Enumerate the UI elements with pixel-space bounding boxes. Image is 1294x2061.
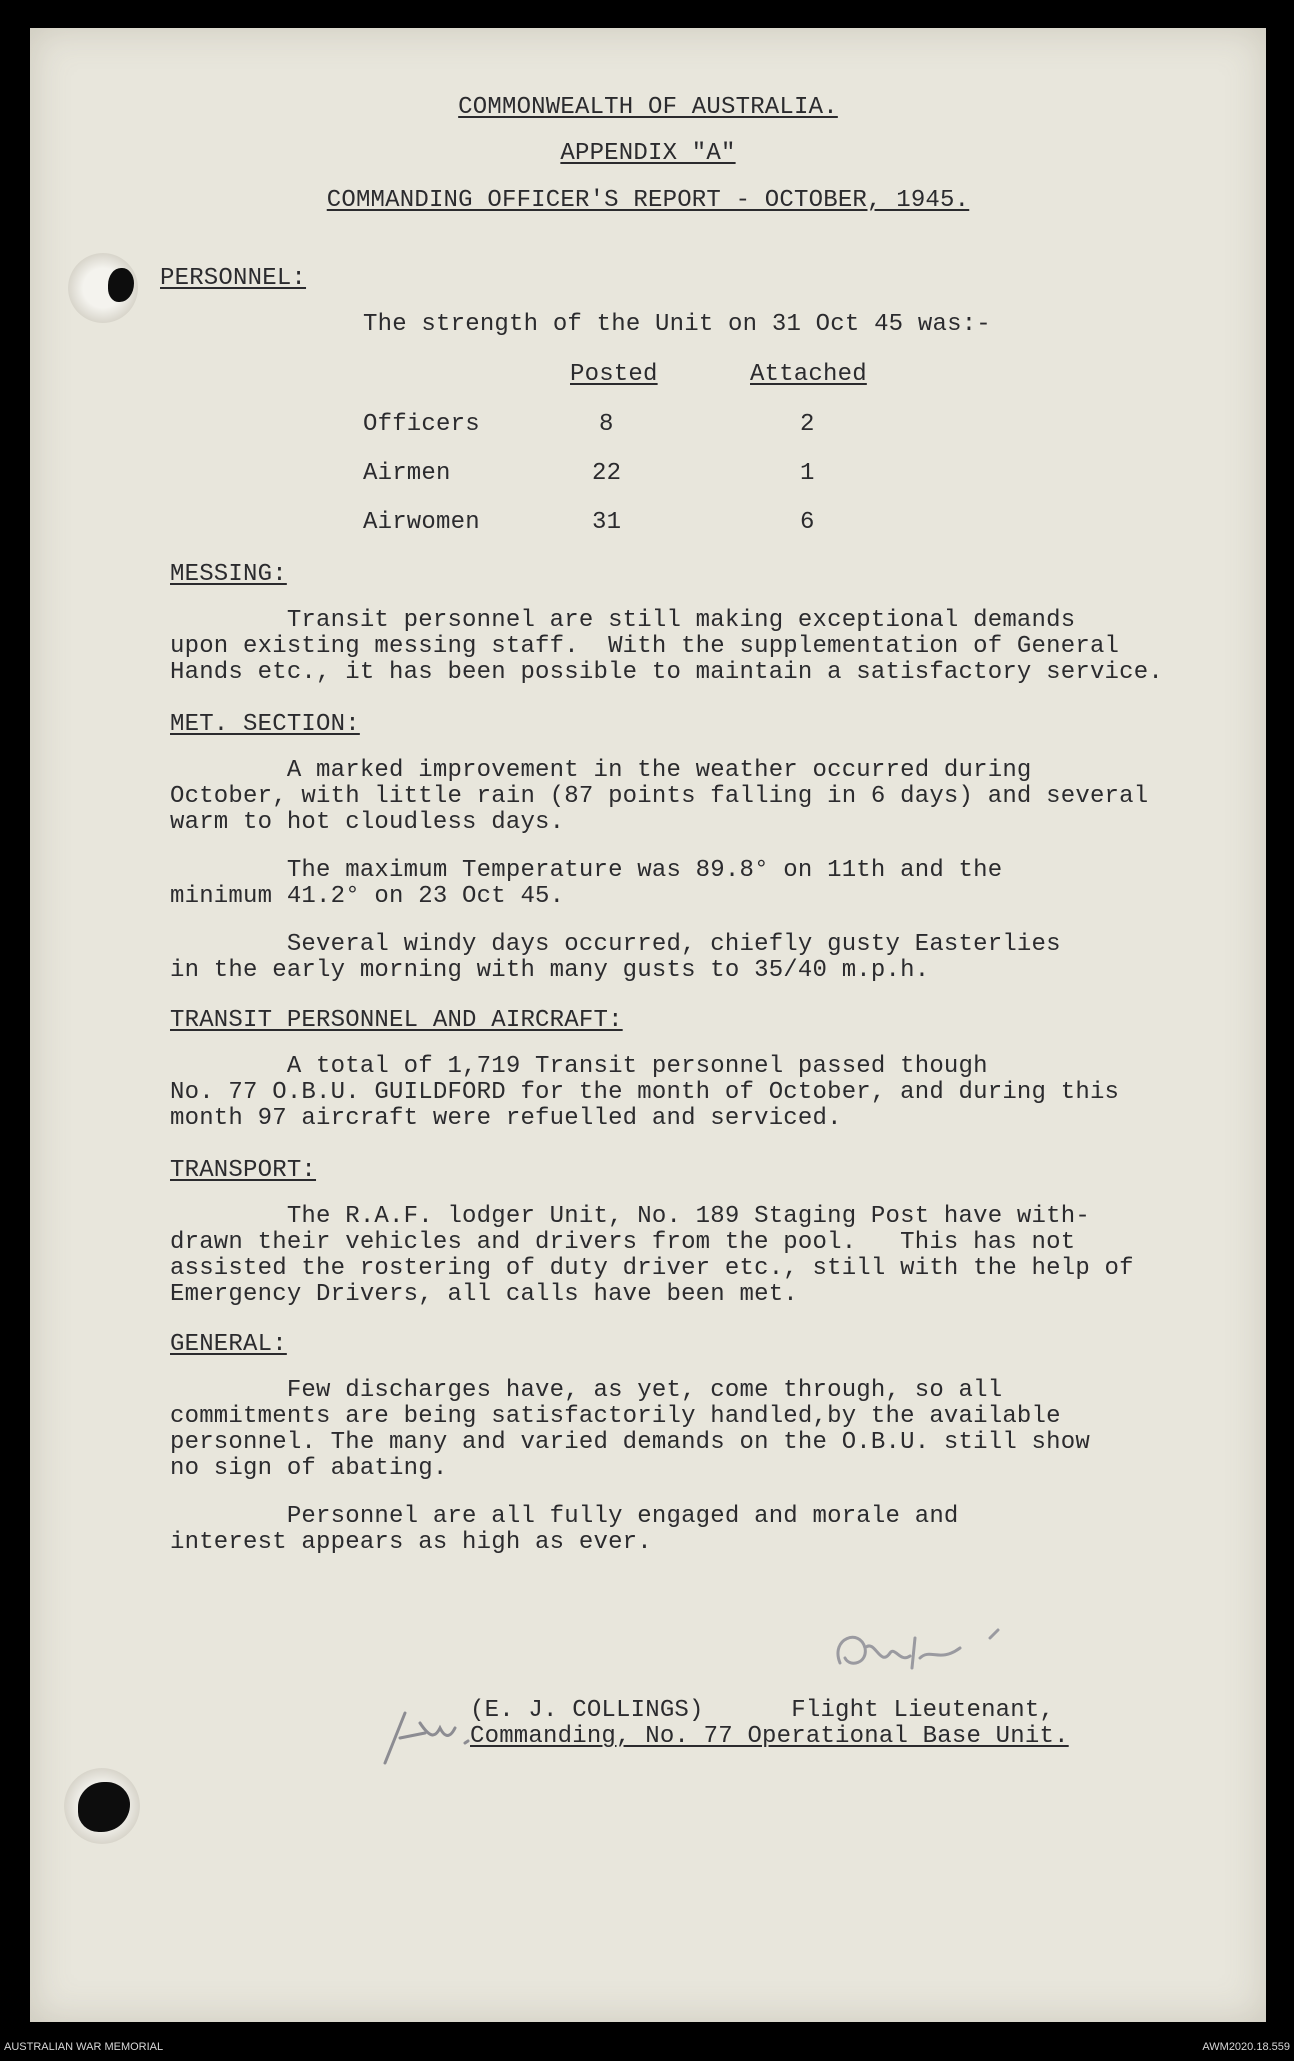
row-officers-posted: 8 bbox=[599, 411, 614, 438]
header-line-2: APPENDIX "A" bbox=[560, 140, 736, 167]
signature-name-line: (E. J. COLLINGS) Flight Lieutenant, bbox=[470, 1697, 1055, 1724]
met-p3-line-2: in the early morning with many gusts to 35/40 m.p.h. bbox=[170, 957, 930, 984]
transport-heading: TRANSPORT: bbox=[170, 1157, 317, 1184]
general-heading: GENERAL: bbox=[170, 1331, 287, 1358]
row-airmen-posted: 22 bbox=[592, 460, 622, 487]
header-line-1: COMMONWEALTH OF AUSTRALIA. bbox=[458, 94, 838, 121]
general-p1-line-1: Few discharges have, as yet, come through, so all bbox=[170, 1377, 1003, 1404]
row-officers-label: Officers bbox=[363, 411, 480, 438]
personnel-intro: The strength of the Unit on 31 Oct 45 was:- bbox=[363, 311, 991, 338]
transit-line-1: A total of 1,719 Transit personnel passed though bbox=[170, 1053, 988, 1080]
transit-line-3: month 97 aircraft were refuelled and serviced. bbox=[170, 1105, 842, 1132]
row-airmen-attached: 1 bbox=[800, 460, 815, 487]
transport-line-4: Emergency Drivers, all calls have been met. bbox=[170, 1281, 798, 1308]
general-p2-line-1: Personnel are all fully engaged and morale and bbox=[170, 1503, 959, 1530]
row-officers-attached: 2 bbox=[800, 411, 815, 438]
row-airmen-label: Airmen bbox=[363, 460, 451, 487]
general-p2-line-2: interest appears as high as ever. bbox=[170, 1529, 652, 1556]
general-p1-line-2: commitments are being satisfactorily handled,by the available bbox=[170, 1403, 1061, 1430]
col-posted: Posted bbox=[570, 361, 658, 388]
document-page bbox=[30, 28, 1266, 2022]
header-line-3: COMMANDING OFFICER'S REPORT - OCTOBER, 1945. bbox=[326, 187, 970, 214]
messing-line-1: Transit personnel are still making exceptional demands bbox=[170, 607, 1076, 634]
row-airwomen-label: Airwomen bbox=[363, 509, 480, 536]
met-p1-line-2: October, with little rain (87 points falling in 6 days) and several bbox=[170, 783, 1149, 810]
transit-heading: TRANSIT PERSONNEL AND AIRCRAFT: bbox=[170, 1007, 623, 1034]
transport-line-3: assisted the rostering of duty driver etc., still with the help of bbox=[170, 1255, 1134, 1282]
met-p2-line-2: minimum 41.2° on 23 Oct 45. bbox=[170, 883, 565, 910]
met-heading: MET. SECTION: bbox=[170, 711, 360, 738]
col-attached: Attached bbox=[750, 361, 867, 388]
general-p1-line-3: personnel. The many and varied demands on the O.B.U. still show bbox=[170, 1429, 1090, 1456]
messing-line-2: upon existing messing staff. With the supplementation of General bbox=[170, 633, 1120, 660]
transport-line-1: The R.A.F. lodger Unit, No. 189 Staging Post have with- bbox=[170, 1203, 1090, 1230]
met-p1-line-3: warm to hot cloudless days. bbox=[170, 809, 565, 836]
row-airwomen-posted: 31 bbox=[592, 509, 622, 536]
signature-role-line: Commanding, No. 77 Operational Base Unit. bbox=[470, 1723, 1069, 1750]
footer-source: AUSTRALIAN WAR MEMORIAL bbox=[4, 2041, 164, 2053]
transport-line-2: drawn their vehicles and drivers from the pool. This has not bbox=[170, 1229, 1076, 1256]
transit-line-2: No. 77 O.B.U. GUILDFORD for the month of October, and during this bbox=[170, 1079, 1120, 1106]
footer-accession: AWM2020.18.559 bbox=[1202, 2041, 1290, 2053]
met-p3-line-1: Several windy days occurred, chiefly gusty Easterlies bbox=[170, 931, 1061, 958]
met-p1-line-1: A marked improvement in the weather occurred during bbox=[170, 757, 1032, 784]
messing-heading: MESSING: bbox=[170, 561, 287, 588]
messing-line-3: Hands etc., it has been possible to maintain a satisfactory service. bbox=[170, 659, 1163, 686]
handwritten-initials-icon bbox=[820, 1618, 1040, 1688]
general-p1-line-4: no sign of abating. bbox=[170, 1455, 448, 1482]
personnel-heading: PERSONNEL: bbox=[160, 265, 307, 292]
row-airwomen-attached: 6 bbox=[800, 509, 815, 536]
met-p2-line-1: The maximum Temperature was 89.8° on 11th and the bbox=[170, 857, 1003, 884]
